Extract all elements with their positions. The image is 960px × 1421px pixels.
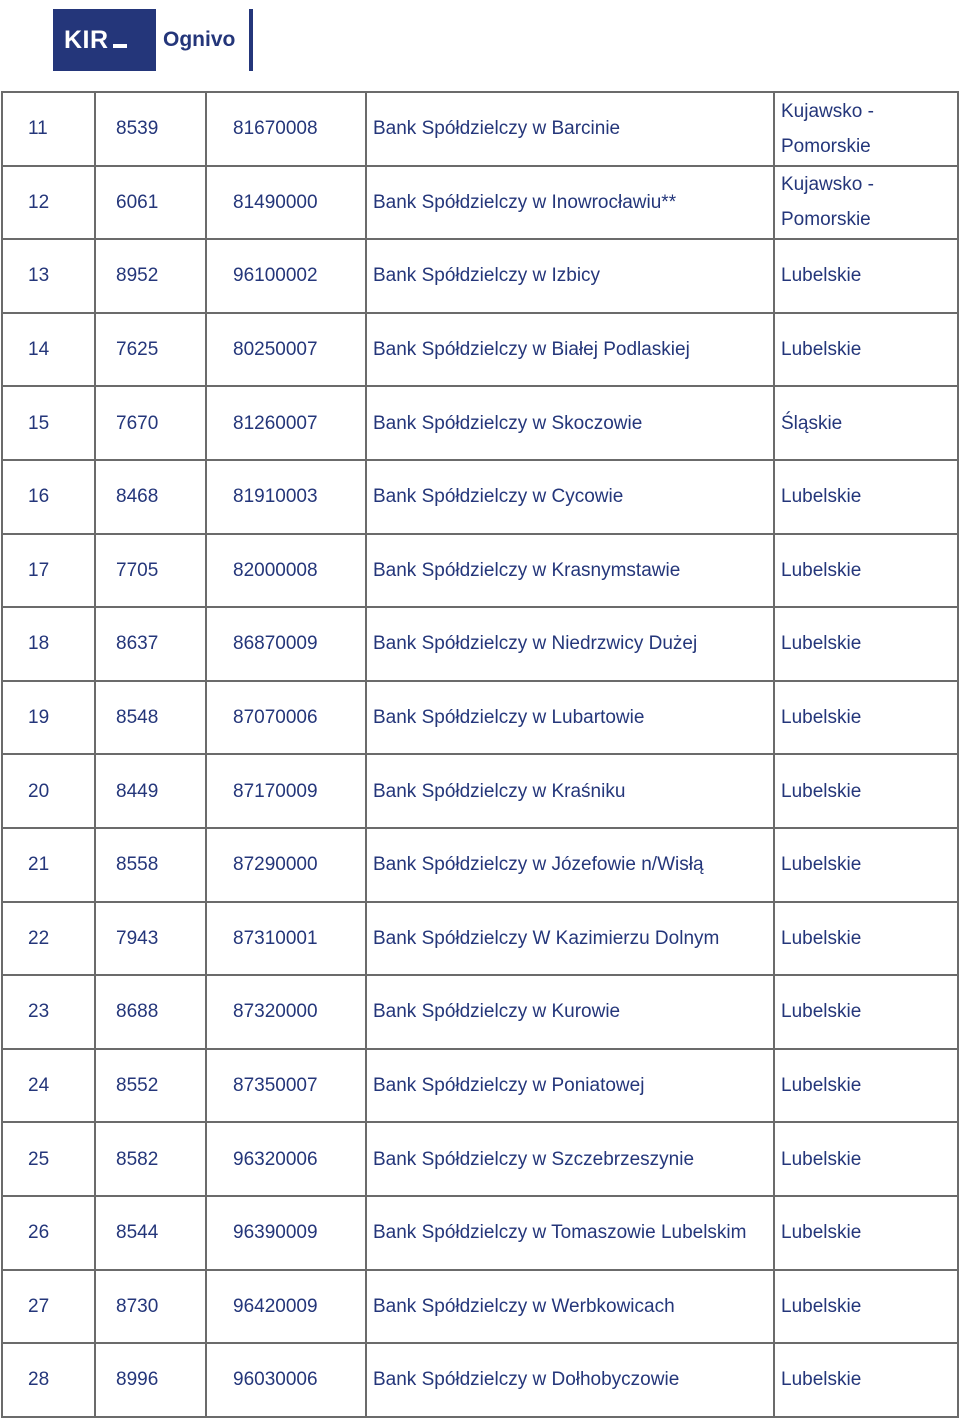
bank-code-cell: 8637 xyxy=(95,607,206,681)
region-cell: Lubelskie xyxy=(774,902,958,976)
table-row xyxy=(2,534,958,608)
bank-code-cell: 8688 xyxy=(95,975,206,1049)
row-number-cell: 19 xyxy=(2,681,95,755)
bank-name-cell: Bank Spółdzielczy w Kraśniku xyxy=(366,754,774,828)
bank-code-cell: 8996 xyxy=(95,1343,206,1417)
row-number-cell: 25 xyxy=(2,1122,95,1196)
region-cell: Lubelskie xyxy=(774,1270,958,1344)
table-row xyxy=(2,1343,958,1417)
bank-code-cell: 7670 xyxy=(95,386,206,460)
region-cell: Lubelskie xyxy=(774,313,958,387)
region-cell: Lubelskie xyxy=(774,534,958,608)
bank-code-cell: 7943 xyxy=(95,902,206,976)
row-number-cell: 12 xyxy=(2,166,95,240)
sort-code-cell: 80250007 xyxy=(206,313,366,387)
sort-code-cell: 96320006 xyxy=(206,1122,366,1196)
table-row xyxy=(2,902,958,976)
region-cell: Lubelskie xyxy=(774,681,958,755)
row-number-cell: 23 xyxy=(2,975,95,1049)
sort-code-cell: 81260007 xyxy=(206,386,366,460)
bank-name-cell: Bank Spółdzielczy w Lubartowie xyxy=(366,681,774,755)
region-cell: Lubelskie xyxy=(774,828,958,902)
bank-name-cell: Bank Spółdzielczy w Barcinie xyxy=(366,92,774,166)
row-number-cell: 17 xyxy=(2,534,95,608)
bank-name-cell: Bank Spółdzielczy w Cycowie xyxy=(366,460,774,534)
row-number-cell: 18 xyxy=(2,607,95,681)
table-row xyxy=(2,1049,958,1123)
banks-table-body xyxy=(2,92,958,1417)
region-cell: Śląskie xyxy=(774,386,958,460)
table-row xyxy=(2,754,958,828)
table-row xyxy=(2,681,958,755)
row-number-cell: 20 xyxy=(2,754,95,828)
bank-name-cell: Bank Spółdzielczy w Kurowie xyxy=(366,975,774,1049)
row-number-cell: 16 xyxy=(2,460,95,534)
row-number-cell: 24 xyxy=(2,1049,95,1123)
row-number-cell: 21 xyxy=(2,828,95,902)
bank-code-cell: 8468 xyxy=(95,460,206,534)
bank-code-cell: 8952 xyxy=(95,239,206,313)
table-row xyxy=(2,828,958,902)
bank-name-cell: Bank Spółdzielczy w Szczebrzeszynie xyxy=(366,1122,774,1196)
sort-code-cell: 87070006 xyxy=(206,681,366,755)
region-cell: Kujawsko - Pomorskie xyxy=(774,92,958,166)
sort-code-cell: 82000008 xyxy=(206,534,366,608)
sort-code-cell: 87290000 xyxy=(206,828,366,902)
sort-code-cell: 96100002 xyxy=(206,239,366,313)
table-row xyxy=(2,1270,958,1344)
bank-name-cell: Bank Spółdzielczy w Białej Podlaskiej xyxy=(366,313,774,387)
banks-table xyxy=(1,91,959,1418)
region-cell: Lubelskie xyxy=(774,1343,958,1417)
bank-name-cell: Bank Spółdzielczy w Inowrocławiu** xyxy=(366,166,774,240)
sort-code-cell: 81670008 xyxy=(206,92,366,166)
table-row xyxy=(2,386,958,460)
row-number-cell: 22 xyxy=(2,902,95,976)
region-cell: Lubelskie xyxy=(774,1196,958,1270)
bank-code-cell: 8552 xyxy=(95,1049,206,1123)
bank-code-cell: 8449 xyxy=(95,754,206,828)
region-cell: Lubelskie xyxy=(774,607,958,681)
row-number-cell: 28 xyxy=(2,1343,95,1417)
region-cell: Lubelskie xyxy=(774,1122,958,1196)
bank-code-cell: 7705 xyxy=(95,534,206,608)
table-row xyxy=(2,1196,958,1270)
bank-code-cell: 8582 xyxy=(95,1122,206,1196)
row-number-cell: 13 xyxy=(2,239,95,313)
row-number-cell: 27 xyxy=(2,1270,95,1344)
bank-name-cell: Bank Spółdzielczy w Dołhobyczowie xyxy=(366,1343,774,1417)
table-row xyxy=(2,460,958,534)
table-row xyxy=(2,1122,958,1196)
bank-code-cell: 8548 xyxy=(95,681,206,755)
bank-name-cell: Bank Spółdzielczy w Józefowie n/Wisłą xyxy=(366,828,774,902)
sort-code-cell: 81490000 xyxy=(206,166,366,240)
region-cell: Lubelskie xyxy=(774,975,958,1049)
bank-name-cell: Bank Spółdzielczy w Skoczowie xyxy=(366,386,774,460)
row-number-cell: 11 xyxy=(2,92,95,166)
region-cell: Lubelskie xyxy=(774,239,958,313)
bank-code-cell: 8558 xyxy=(95,828,206,902)
table-row xyxy=(2,239,958,313)
sort-code-cell: 87350007 xyxy=(206,1049,366,1123)
table-row xyxy=(2,166,958,240)
sort-code-cell: 87310001 xyxy=(206,902,366,976)
row-number-cell: 26 xyxy=(2,1196,95,1270)
bank-name-cell: Bank Spółdzielczy w Werbkowicach xyxy=(366,1270,774,1344)
bank-name-cell: Bank Spółdzielczy w Izbicy xyxy=(366,239,774,313)
bank-code-cell: 7625 xyxy=(95,313,206,387)
logo-divider-bar xyxy=(249,9,253,71)
bank-name-cell: Bank Spółdzielczy w Poniatowej xyxy=(366,1049,774,1123)
bank-name-cell: Bank Spółdzielczy w Tomaszowie Lubelskim xyxy=(366,1196,774,1270)
region-cell: Lubelskie xyxy=(774,754,958,828)
ognivo-logo-text: Ognivo xyxy=(163,28,236,51)
sort-code-cell: 87320000 xyxy=(206,975,366,1049)
region-cell: Lubelskie xyxy=(774,1049,958,1123)
kir-ognivo-logo xyxy=(53,9,253,71)
kir-logo-box xyxy=(53,9,156,71)
sort-code-cell: 96390009 xyxy=(206,1196,366,1270)
page-header xyxy=(0,0,960,90)
region-cell: Kujawsko - Pomorskie xyxy=(774,166,958,240)
sort-code-cell: 96420009 xyxy=(206,1270,366,1344)
bank-code-cell: 6061 xyxy=(95,166,206,240)
kir-logo-text: KIR xyxy=(64,25,109,54)
kir-logo-dash xyxy=(113,44,127,48)
bank-code-cell: 8730 xyxy=(95,1270,206,1344)
row-number-cell: 14 xyxy=(2,313,95,387)
table-row xyxy=(2,607,958,681)
table-row xyxy=(2,313,958,387)
sort-code-cell: 86870009 xyxy=(206,607,366,681)
bank-name-cell: Bank Spółdzielczy w Krasnymstawie xyxy=(366,534,774,608)
bank-name-cell: Bank Spółdzielczy w Niedrzwicy Dużej xyxy=(366,607,774,681)
sort-code-cell: 96030006 xyxy=(206,1343,366,1417)
table-row xyxy=(2,92,958,166)
bank-code-cell: 8544 xyxy=(95,1196,206,1270)
bank-code-cell: 8539 xyxy=(95,92,206,166)
row-number-cell: 15 xyxy=(2,386,95,460)
table-row xyxy=(2,975,958,1049)
sort-code-cell: 81910003 xyxy=(206,460,366,534)
sort-code-cell: 87170009 xyxy=(206,754,366,828)
bank-name-cell: Bank Spółdzielczy W Kazimierzu Dolnym xyxy=(366,902,774,976)
region-cell: Lubelskie xyxy=(774,460,958,534)
